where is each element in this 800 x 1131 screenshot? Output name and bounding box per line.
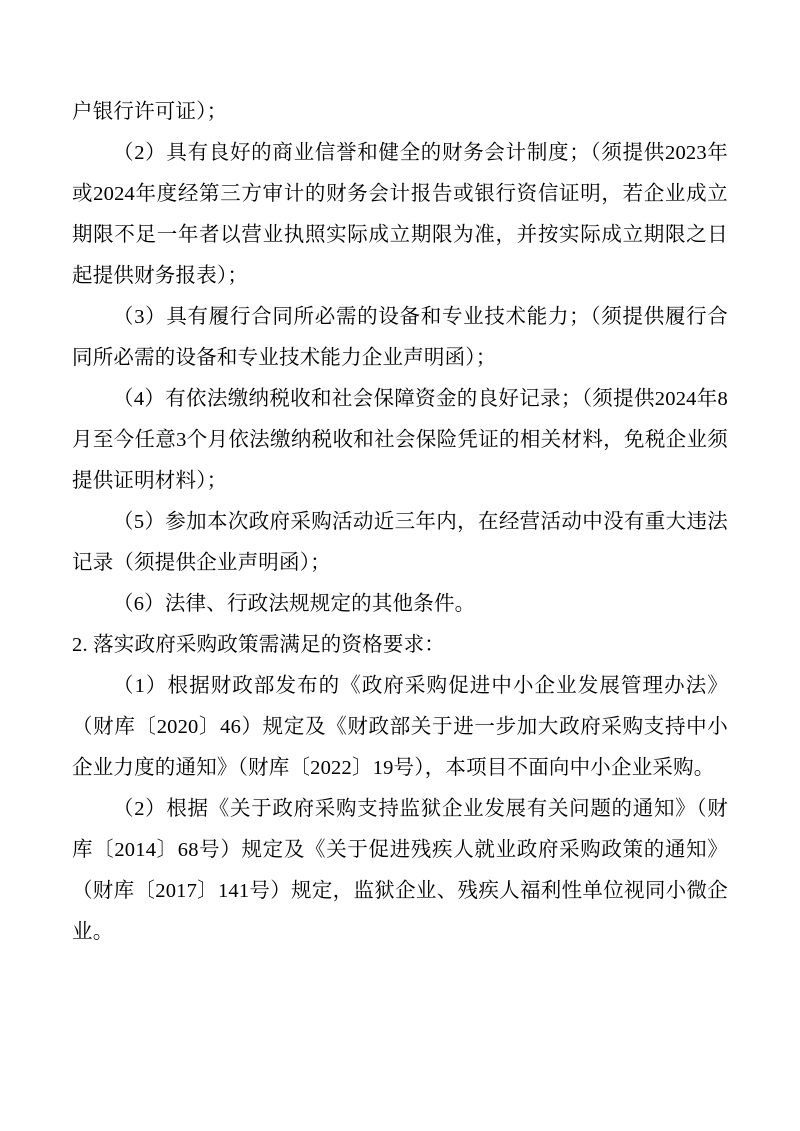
paragraph-qualification-item-2: （2）具有良好的商业信誉和健全的财务会计制度；（须提供2023年或2024年度经第三方审计的财务会计报告或银行资信证明，若企业成立期限不足一年者以营业执照实际成立期限为准，并按实际成立期限之日起提供财务报表）；: [72, 142, 728, 287]
paragraph-policy-item-2: （2）根据《关于政府采购支持监狱企业发展有关问题的通知》（财库〔2014〕68号）规定及《关于促进残疾人就业政府采购政策的通知》（财库〔2017〕141号）规定，监狱企业、残疾人福利性单位视同小微企业。: [72, 798, 728, 943]
document-body: [72, 92, 728, 953]
paragraph-qualification-item-4: （4）有依法缴纳税收和社会保障资金的良好记录；（须提供2024年8月至今任意3个月依法缴纳税收和社会保险凭证的相关材料，免税企业须提供证明材料）；: [72, 388, 728, 492]
paragraph-qualification-item-3: （3）具有履行合同所必需的设备和专业技术能力；（须提供履行合同所必需的设备和专业技术能力企业声明函）；: [72, 306, 728, 369]
paragraph-continuation: 户银行许可证）；: [72, 101, 228, 123]
paragraph-qualification-item-5: （5）参加本次政府采购活动近三年内，在经营活动中没有重大违法记录（须提供企业声明函）；: [72, 511, 728, 574]
section-heading-policy-requirements: 2. 落实政府采购政策需满足的资格要求：: [72, 634, 445, 656]
paragraph-qualification-item-6: （6）法律、行政法规规定的其他条件。: [113, 593, 476, 615]
paragraph-policy-item-1: （1）根据财政部发布的《政府采购促进中小企业发展管理办法》（财库〔2020〕46）规定及《财政部关于进一步加大政府采购支持中小企业力度的通知》（财库〔2022〕19号），本项目不面向中小企业采购。: [72, 675, 728, 779]
